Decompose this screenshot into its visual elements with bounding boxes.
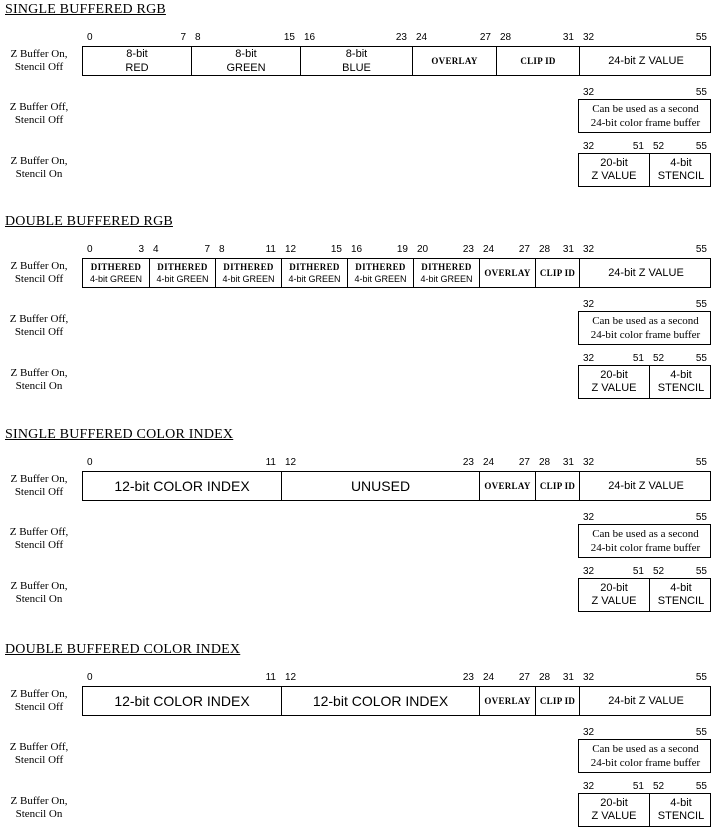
row-label-line: Z Buffer On, bbox=[10, 580, 68, 592]
bit-index-start: 32 bbox=[583, 353, 595, 364]
section-title: DOUBLE BUFFERED RGB bbox=[5, 214, 173, 229]
bit-field-label: DITHERED bbox=[90, 262, 142, 272]
bit-field-label: 4-bit GREEN bbox=[288, 274, 341, 284]
bit-field bbox=[479, 687, 535, 715]
bit-index-start: 8 bbox=[195, 32, 201, 43]
row-label-line: Stencil Off bbox=[14, 539, 64, 551]
bit-index-start: 32 bbox=[583, 299, 595, 310]
second-frame-buffer-note bbox=[578, 524, 711, 558]
row-label-line: Z Buffer On, bbox=[10, 367, 68, 379]
bit-field bbox=[413, 259, 479, 287]
bit-index-end: 31 bbox=[562, 672, 574, 683]
bit-field-label: Z VALUE bbox=[591, 810, 637, 822]
bit-index-end: 7 bbox=[180, 32, 186, 43]
bit-index-start: 32 bbox=[583, 781, 595, 792]
bit-field bbox=[579, 47, 712, 75]
bit-index-end: 55 bbox=[695, 299, 707, 310]
bit-field-label: Can be used as a second bbox=[592, 528, 699, 540]
bit-index-end: 23 bbox=[462, 244, 474, 255]
row-label-zon_soff bbox=[0, 260, 78, 286]
bit-field-label: GREEN bbox=[226, 62, 266, 74]
bit-index-end: 55 bbox=[695, 781, 707, 792]
bit-field bbox=[479, 472, 535, 500]
bit-field-label: OVERLAY bbox=[431, 56, 478, 66]
main-bit-layout bbox=[82, 686, 711, 716]
bit-field-label: 24-bit Z VALUE bbox=[608, 695, 684, 707]
bit-field-label: OVERLAY bbox=[484, 481, 531, 491]
bit-field bbox=[496, 47, 579, 75]
row-label-line: Stencil Off bbox=[14, 114, 64, 126]
bit-field-label: STENCIL bbox=[657, 170, 705, 182]
bit-index-start: 32 bbox=[583, 32, 595, 43]
bit-index-start: 52 bbox=[653, 781, 665, 792]
main-bit-layout bbox=[82, 46, 711, 76]
row-label-line: Z Buffer Off, bbox=[9, 526, 69, 538]
bit-field-label: Z VALUE bbox=[591, 382, 637, 394]
second-frame-buffer-note bbox=[578, 739, 711, 773]
row-label-zon_son bbox=[0, 795, 78, 821]
bit-index-start: 32 bbox=[583, 672, 595, 683]
bit-index-start: 0 bbox=[87, 244, 93, 255]
bit-index-end: 31 bbox=[562, 457, 574, 468]
bit-index-end: 31 bbox=[562, 244, 574, 255]
bit-index-end: 55 bbox=[695, 141, 707, 152]
bit-index-start: 32 bbox=[583, 87, 595, 98]
row-label-zon_son bbox=[0, 155, 78, 181]
bit-field-label: 20-bit bbox=[600, 797, 628, 809]
row-label-line: Stencil On bbox=[15, 808, 63, 820]
bit-field bbox=[579, 259, 712, 287]
row-label-zon_soff bbox=[0, 688, 78, 714]
bit-field bbox=[579, 366, 649, 398]
bit-field-label: CLIP ID bbox=[520, 56, 556, 66]
bit-index-end: 55 bbox=[695, 672, 707, 683]
bit-field-label: 24-bit Z VALUE bbox=[608, 267, 684, 279]
bit-field bbox=[579, 740, 712, 772]
bit-field bbox=[649, 366, 712, 398]
row-label-line: Stencil Off bbox=[14, 754, 64, 766]
bit-field-label: 4-bit GREEN bbox=[222, 274, 275, 284]
bit-index-end: 23 bbox=[462, 457, 474, 468]
bit-field-label: 12-bit COLOR INDEX bbox=[312, 693, 449, 709]
row-label-zoff_soff bbox=[0, 101, 78, 127]
bit-field-label: 8-bit bbox=[235, 48, 257, 60]
bit-field-label: 24-bit color frame buffer bbox=[590, 329, 701, 341]
row-label-zon_son bbox=[0, 367, 78, 393]
bit-field-label: RED bbox=[125, 62, 149, 74]
row-label-zoff_soff bbox=[0, 526, 78, 552]
bit-index-start: 24 bbox=[483, 457, 495, 468]
bit-index-start: 24 bbox=[483, 244, 495, 255]
section-title: SINGLE BUFFERED RGB bbox=[5, 2, 166, 17]
bit-field bbox=[347, 259, 413, 287]
bit-index-start: 52 bbox=[653, 141, 665, 152]
row-label-zoff_soff bbox=[0, 741, 78, 767]
bit-index-start: 0 bbox=[87, 672, 93, 683]
row-label-line: Stencil Off bbox=[14, 61, 64, 73]
bit-field bbox=[281, 687, 479, 715]
bit-field-label: DITHERED bbox=[421, 262, 472, 272]
bit-field-label: 4-bit GREEN bbox=[420, 274, 473, 284]
z-stencil-layout bbox=[578, 793, 711, 827]
row-label-line: Stencil On bbox=[15, 380, 63, 392]
bit-field bbox=[579, 154, 649, 186]
bit-field-label: 24-bit Z VALUE bbox=[608, 480, 684, 492]
bit-field bbox=[649, 794, 712, 826]
bit-index-end: 3 bbox=[138, 244, 144, 255]
bit-field bbox=[579, 687, 712, 715]
bit-field-label: Can be used as a second bbox=[592, 103, 699, 115]
row-label-line: Stencil On bbox=[15, 168, 63, 180]
bit-index-end: 15 bbox=[330, 244, 342, 255]
bit-field-label: Z VALUE bbox=[591, 170, 637, 182]
bit-field-label: DITHERED bbox=[223, 262, 274, 272]
bit-index-start: 32 bbox=[583, 727, 595, 738]
bit-index-end: 11 bbox=[265, 672, 276, 683]
bit-field-label: 4-bit bbox=[670, 157, 692, 169]
bit-field-label: Can be used as a second bbox=[592, 315, 699, 327]
bit-field-label: CLIP ID bbox=[539, 268, 576, 278]
bit-field bbox=[215, 259, 281, 287]
bit-field-label: CLIP ID bbox=[539, 481, 576, 491]
bit-index-end: 27 bbox=[518, 457, 530, 468]
second-frame-buffer-note bbox=[578, 99, 711, 133]
bit-field bbox=[579, 100, 712, 132]
bit-index-start: 32 bbox=[583, 566, 595, 577]
bit-index-start: 28 bbox=[539, 457, 551, 468]
bit-index-end: 11 bbox=[265, 457, 276, 468]
bit-index-start: 12 bbox=[285, 244, 297, 255]
bit-field-label: 20-bit bbox=[600, 157, 628, 169]
bit-field bbox=[479, 259, 535, 287]
bit-index-start: 52 bbox=[653, 566, 665, 577]
row-label-line: Z Buffer On, bbox=[10, 155, 68, 167]
bit-index-start: 0 bbox=[87, 32, 93, 43]
bit-index-end: 55 bbox=[695, 87, 707, 98]
bit-index-start: 16 bbox=[351, 244, 363, 255]
bit-field-label: 4-bit bbox=[670, 582, 692, 594]
bit-index-end: 23 bbox=[395, 32, 407, 43]
bit-field bbox=[281, 259, 347, 287]
bit-field-label: 12-bit COLOR INDEX bbox=[114, 693, 250, 709]
second-frame-buffer-note bbox=[578, 311, 711, 345]
bit-field bbox=[535, 472, 579, 500]
bit-index-end: 15 bbox=[283, 32, 295, 43]
bit-field bbox=[649, 579, 712, 611]
bit-index-end: 55 bbox=[695, 566, 707, 577]
bit-field-label: 24-bit Z VALUE bbox=[608, 55, 684, 67]
bit-index-start: 32 bbox=[583, 512, 595, 523]
bit-field bbox=[535, 259, 579, 287]
bit-field-label: STENCIL bbox=[657, 810, 705, 822]
bit-index-end: 55 bbox=[695, 32, 707, 43]
row-label-line: Z Buffer Off, bbox=[9, 741, 69, 753]
bit-index-start: 20 bbox=[417, 244, 429, 255]
bit-index-start: 52 bbox=[653, 353, 665, 364]
section-title: DOUBLE BUFFERED COLOR INDEX bbox=[5, 642, 241, 657]
row-label-line: Z Buffer On, bbox=[10, 688, 68, 700]
bit-index-end: 31 bbox=[562, 32, 574, 43]
bit-field bbox=[579, 794, 649, 826]
row-label-line: Z Buffer Off, bbox=[9, 313, 69, 325]
bit-index-end: 27 bbox=[518, 244, 530, 255]
row-label-line: Z Buffer On, bbox=[10, 795, 68, 807]
bit-field bbox=[649, 154, 712, 186]
bit-field-label: CLIP ID bbox=[539, 696, 576, 706]
bit-index-end: 51 bbox=[632, 566, 644, 577]
bit-index-end: 23 bbox=[462, 672, 474, 683]
bit-field-label: 4-bit GREEN bbox=[89, 274, 142, 284]
bit-index-start: 28 bbox=[539, 244, 551, 255]
bit-index-end: 51 bbox=[632, 353, 644, 364]
bit-index-end: 27 bbox=[479, 32, 491, 43]
main-bit-layout bbox=[82, 258, 711, 288]
bit-index-end: 27 bbox=[518, 672, 530, 683]
bit-field-label: 24-bit color frame buffer bbox=[590, 757, 701, 769]
bit-field-label: STENCIL bbox=[657, 595, 705, 607]
bit-index-end: 55 bbox=[695, 457, 707, 468]
bit-field bbox=[149, 259, 215, 287]
bit-index-start: 28 bbox=[539, 672, 551, 683]
bit-field-label: Z VALUE bbox=[591, 595, 637, 607]
bit-field-label: UNUSED bbox=[350, 478, 411, 494]
bit-field-label: OVERLAY bbox=[484, 268, 531, 278]
bit-index-start: 4 bbox=[153, 244, 159, 255]
bit-field-label: 4-bit GREEN bbox=[354, 274, 407, 284]
bit-field bbox=[83, 687, 281, 715]
bit-index-end: 19 bbox=[396, 244, 408, 255]
bit-field-label: STENCIL bbox=[657, 382, 705, 394]
bit-field-label: 20-bit bbox=[600, 582, 628, 594]
bit-field-label: DITHERED bbox=[355, 262, 406, 272]
bit-index-end: 55 bbox=[695, 512, 707, 523]
row-label-line: Z Buffer Off, bbox=[9, 101, 69, 113]
bit-index-end: 51 bbox=[632, 141, 644, 152]
section-title: SINGLE BUFFERED COLOR INDEX bbox=[5, 427, 234, 442]
bit-field-label: 20-bit bbox=[600, 369, 628, 381]
row-label-zon_son bbox=[0, 580, 78, 606]
bit-index-start: 28 bbox=[500, 32, 512, 43]
bit-index-start: 0 bbox=[87, 457, 93, 468]
bit-index-end: 7 bbox=[204, 244, 210, 255]
bit-field bbox=[535, 687, 579, 715]
bit-index-start: 8 bbox=[219, 244, 225, 255]
row-label-line: Z Buffer On, bbox=[10, 260, 68, 272]
bit-field bbox=[579, 472, 712, 500]
bit-field bbox=[579, 312, 712, 344]
bit-field-label: OVERLAY bbox=[484, 696, 531, 706]
bit-field-label: 24-bit color frame buffer bbox=[590, 542, 701, 554]
bit-field-label: 12-bit COLOR INDEX bbox=[114, 478, 250, 494]
bit-index-start: 24 bbox=[416, 32, 428, 43]
bit-field bbox=[281, 472, 479, 500]
bit-field bbox=[83, 472, 281, 500]
bit-field bbox=[579, 525, 712, 557]
bit-index-start: 32 bbox=[583, 244, 595, 255]
row-label-line: Stencil Off bbox=[14, 273, 64, 285]
bit-field-label: 8-bit bbox=[345, 48, 368, 60]
bit-field-label: Can be used as a second bbox=[592, 743, 699, 755]
row-label-zon_soff bbox=[0, 473, 78, 499]
row-label-zon_soff bbox=[0, 48, 78, 74]
row-label-line: Stencil Off bbox=[14, 326, 64, 338]
row-label-line: Z Buffer On, bbox=[10, 473, 68, 485]
main-bit-layout bbox=[82, 471, 711, 501]
z-stencil-layout bbox=[578, 153, 711, 187]
z-stencil-layout bbox=[578, 578, 711, 612]
row-label-line: Stencil Off bbox=[14, 486, 64, 498]
bit-field-label: BLUE bbox=[342, 62, 371, 74]
bit-field bbox=[579, 579, 649, 611]
bit-field-label: 4-bit GREEN bbox=[156, 274, 209, 284]
row-label-line: Z Buffer On, bbox=[10, 48, 68, 60]
row-label-line: Stencil Off bbox=[14, 701, 64, 713]
bit-index-end: 55 bbox=[695, 353, 707, 364]
bit-field-label: 24-bit color frame buffer bbox=[590, 117, 701, 129]
bit-field-label: 8-bit bbox=[126, 48, 148, 60]
bit-field-label: DITHERED bbox=[289, 262, 340, 272]
bit-field-label: 4-bit bbox=[670, 797, 692, 809]
row-label-zoff_soff bbox=[0, 313, 78, 339]
bit-field bbox=[412, 47, 496, 75]
z-stencil-layout bbox=[578, 365, 711, 399]
bit-index-start: 12 bbox=[285, 457, 297, 468]
bit-index-start: 32 bbox=[583, 141, 595, 152]
bit-index-end: 55 bbox=[695, 727, 707, 738]
bit-field bbox=[83, 47, 191, 75]
bit-index-start: 32 bbox=[583, 457, 595, 468]
bit-field bbox=[191, 47, 300, 75]
bit-field-label: DITHERED bbox=[157, 262, 208, 272]
bit-field-label: 4-bit bbox=[670, 369, 692, 381]
bit-index-start: 12 bbox=[285, 672, 297, 683]
bit-index-start: 24 bbox=[483, 672, 495, 683]
bit-index-end: 11 bbox=[265, 244, 276, 255]
bit-index-start: 16 bbox=[304, 32, 316, 43]
row-label-line: Stencil On bbox=[15, 593, 63, 605]
bit-field bbox=[83, 259, 149, 287]
bit-field bbox=[300, 47, 412, 75]
bit-index-end: 51 bbox=[632, 781, 644, 792]
bit-index-end: 55 bbox=[695, 244, 707, 255]
